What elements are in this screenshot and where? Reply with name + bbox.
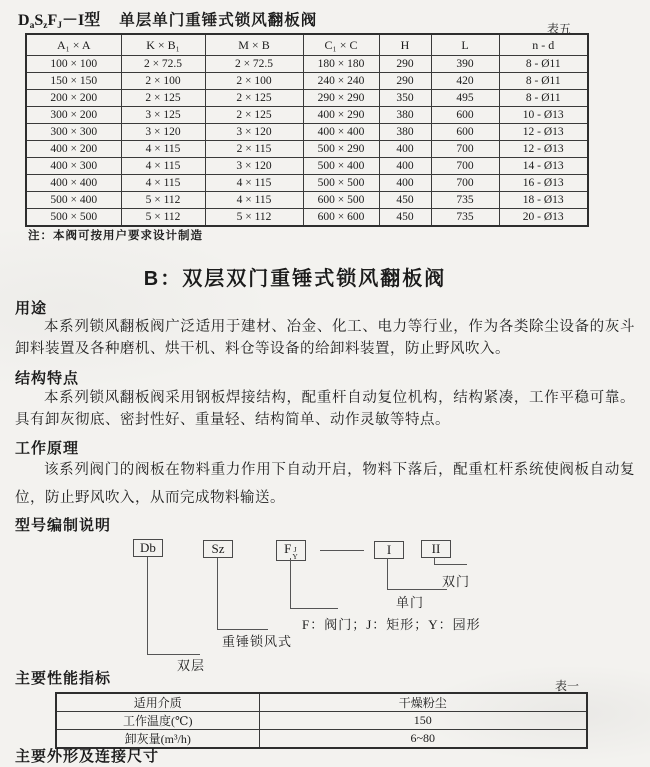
table-cell: 290 xyxy=(379,73,431,90)
table-row xyxy=(26,158,588,175)
table-cell: 3 × 120 xyxy=(121,124,205,141)
structure-paragraph: 本系列锁风翻板阀采用钢板焊接结构，配重杆自动复位机构，结构紧凑，工作平稳可靠。具有卸灰彻底、密封性好、重量轻、结构简单、动作灵敏等特点。 xyxy=(15,390,635,428)
table-cell: 500 × 400 xyxy=(303,158,379,175)
table-cell: 5 × 112 xyxy=(205,209,303,227)
double-door-label: 双门 xyxy=(442,574,471,589)
single-door-label: 单门 xyxy=(396,595,425,610)
table-header-cell: H xyxy=(379,34,431,56)
model-code-subscript: z xyxy=(43,21,48,31)
table-row xyxy=(26,141,588,158)
table-row xyxy=(26,175,588,192)
table-row xyxy=(26,124,588,141)
model-box-f-subscript: Y xyxy=(292,552,298,561)
table-note: 注：本阀可按用户要求设计制造 xyxy=(28,230,203,242)
performance-heading: 主要性能指标 xyxy=(15,670,112,687)
model-box-two: II xyxy=(421,540,451,558)
principle-heading: 工作原理 xyxy=(15,440,80,457)
table-cell: 290 xyxy=(379,56,431,73)
table-cell: 4 × 115 xyxy=(121,141,205,158)
table-one-tag: 表一 xyxy=(555,679,580,693)
table-cell: 500 × 500 xyxy=(26,209,121,227)
two-connector-horizontal xyxy=(434,564,467,565)
table-header-cell: C₁ × C xyxy=(303,34,379,56)
table-row xyxy=(26,192,588,209)
table-cell: 4 × 115 xyxy=(205,175,303,192)
table-row xyxy=(56,693,587,712)
model-box-sz: Sz xyxy=(203,540,233,558)
table-cell: 400 xyxy=(379,141,431,158)
table-cell: 20 - Ø13 xyxy=(499,209,588,227)
table-cell: 2 × 72.5 xyxy=(205,56,303,73)
table-cell: 300 × 300 xyxy=(26,124,121,141)
table-cell: 700 xyxy=(431,141,499,158)
performance-table-body xyxy=(56,693,587,748)
hammer-type-label: 重锤锁风式 xyxy=(222,634,293,649)
model-box-f xyxy=(276,540,306,561)
table-cell: 500 × 400 xyxy=(26,192,121,209)
table-header-cell: M × B xyxy=(205,34,303,56)
table-cell: 干燥粉尘 xyxy=(259,693,587,712)
table-cell: 400 × 400 xyxy=(303,124,379,141)
table-cell: 3 × 125 xyxy=(121,107,205,124)
table-cell: 240 × 240 xyxy=(303,73,379,90)
table-cell: 12 - Ø13 xyxy=(499,124,588,141)
double-layer-label: 双层 xyxy=(177,658,206,673)
table-cell: 6~80 xyxy=(259,730,587,749)
table-cell: 400 × 200 xyxy=(26,141,121,158)
table-cell: 16 - Ø13 xyxy=(499,175,588,192)
model-box-db: Db xyxy=(133,539,163,557)
table-header-cell: L xyxy=(431,34,499,56)
principle-paragraph: 该系列阀门的阀板在物料重力作用下自动开启，物料下落后，配重杠杆系统使阀板自动复位，防止野风吹入，从而完成物料输送。 xyxy=(15,462,635,506)
table-header-cell: K × B₁ xyxy=(121,34,205,56)
table-cell: 600 xyxy=(431,124,499,141)
table-cell: 735 xyxy=(431,209,499,227)
f-connector-vertical xyxy=(290,558,291,608)
model-code-subscript: a xyxy=(29,21,35,31)
table-cell: 290 × 290 xyxy=(303,90,379,107)
table-cell: 495 xyxy=(431,90,499,107)
f-legend-label: F：阀门；J：矩形；Y：园形 xyxy=(302,617,481,632)
model-code-letter: D xyxy=(18,12,30,29)
table-cell: 450 xyxy=(379,192,431,209)
table-cell: 400 × 300 xyxy=(26,158,121,175)
table-cell: 500 × 290 xyxy=(303,141,379,158)
model-code-letter: S xyxy=(34,12,44,29)
table-cell: 700 xyxy=(431,175,499,192)
purpose-heading: 用途 xyxy=(15,300,48,317)
table-cell: 500 × 500 xyxy=(303,175,379,192)
dimension-table-body xyxy=(26,56,588,227)
table-cell: 350 xyxy=(379,90,431,107)
table-cell: 4 × 115 xyxy=(205,192,303,209)
table-header-cell: n - d xyxy=(499,34,588,56)
table-cell: 200 × 200 xyxy=(26,90,121,107)
table-cell: 390 xyxy=(431,56,499,73)
table-cell: 2 × 125 xyxy=(121,90,205,107)
table-cell: 工作温度(℃) xyxy=(56,712,259,730)
table-cell: 8 - Ø11 xyxy=(499,56,588,73)
table-cell: 4 × 115 xyxy=(121,175,205,192)
one-connector-vertical xyxy=(387,558,388,589)
table-cell: 18 - Ø13 xyxy=(499,192,588,209)
table-cell: 300 × 200 xyxy=(26,107,121,124)
table-cell: 180 × 180 xyxy=(303,56,379,73)
purpose-paragraph: 本系列锁风翻板阀广泛适用于建材、冶金、化工、电力等行业，作为各类除尘设备的灰斗卸料装置及各种磨机、烘干机、料仓等设备的给卸料装置，防止野风吹入。 xyxy=(15,319,635,357)
two-connector-vertical xyxy=(434,557,435,564)
table-cell: 2 × 72.5 xyxy=(121,56,205,73)
table-cell: 5 × 112 xyxy=(121,192,205,209)
model-box-one: I xyxy=(374,541,404,559)
table-cell: 420 xyxy=(431,73,499,90)
table-cell: 600 × 600 xyxy=(303,209,379,227)
f-connector-horizontal xyxy=(290,608,338,609)
table-cell: 450 xyxy=(379,209,431,227)
table-cell: 735 xyxy=(431,192,499,209)
table-row xyxy=(26,209,588,227)
dimension-table xyxy=(25,33,589,227)
sz-connector-horizontal xyxy=(217,629,268,630)
table-cell: 400 × 400 xyxy=(26,175,121,192)
table-cell: 卸灰量(m³/h) xyxy=(56,730,259,749)
section-b-heading: B：双层双门重锤式锁风翻板阀 xyxy=(143,268,447,290)
sz-connector-vertical xyxy=(217,558,218,629)
table-cell: 5 × 112 xyxy=(121,209,205,227)
table-cell: 2 × 125 xyxy=(205,107,303,124)
table-cell: 400 xyxy=(379,175,431,192)
model-code-letter: F xyxy=(47,12,58,29)
table-cell: 12 - Ø13 xyxy=(499,141,588,158)
table-cell: 2 × 115 xyxy=(205,141,303,158)
table-cell: 4 × 115 xyxy=(121,158,205,175)
dimension-table-header-row xyxy=(26,34,588,56)
table-cell: 150 × 150 xyxy=(26,73,121,90)
diagram-dash-line xyxy=(320,550,364,551)
model-box-f-superscript: J xyxy=(293,545,297,554)
table-cell: 14 - Ø13 xyxy=(499,158,588,175)
table-cell: 600 xyxy=(431,107,499,124)
table-cell: 适用介质 xyxy=(56,693,259,712)
table-cell: 8 - Ø11 xyxy=(499,73,588,90)
table-row xyxy=(26,107,588,124)
model-code-heading: 型号编制说明 xyxy=(15,517,112,534)
performance-table xyxy=(55,692,588,749)
db-connector-vertical xyxy=(147,557,148,654)
outline-heading: 主要外形及连接尺寸 xyxy=(15,748,160,765)
table-cell: 400 × 290 xyxy=(303,107,379,124)
table-cell: 8 - Ø11 xyxy=(499,90,588,107)
one-connector-horizontal xyxy=(387,589,447,590)
table-cell: 2 × 100 xyxy=(121,73,205,90)
table-row xyxy=(56,712,587,730)
table-row xyxy=(26,56,588,73)
model-box-f-base: F xyxy=(284,541,292,556)
table-cell: 150 xyxy=(259,712,587,730)
table-row xyxy=(26,73,588,90)
structure-heading: 结构特点 xyxy=(15,370,80,387)
table-cell: 10 - Ø13 xyxy=(499,107,588,124)
valve-type-name: 单层单门重锤式锁风翻板阀 xyxy=(119,12,318,29)
table-five-tag: 表五 xyxy=(547,22,572,36)
model-code-subscript: J xyxy=(57,21,62,31)
table-cell: 3 × 120 xyxy=(205,124,303,141)
table-cell: 100 × 100 xyxy=(26,56,121,73)
table-cell: 3 × 120 xyxy=(205,158,303,175)
table-cell: 700 xyxy=(431,158,499,175)
table-cell: 600 × 500 xyxy=(303,192,379,209)
table-cell: 400 xyxy=(379,158,431,175)
model-code-suffix: －I型 xyxy=(61,12,101,29)
table-row xyxy=(26,90,588,107)
page-title xyxy=(18,7,317,31)
table-cell: 380 xyxy=(379,107,431,124)
table-cell: 380 xyxy=(379,124,431,141)
table-header-cell: A₁ × A xyxy=(26,34,121,56)
table-cell: 2 × 125 xyxy=(205,90,303,107)
table-cell: 2 × 100 xyxy=(205,73,303,90)
